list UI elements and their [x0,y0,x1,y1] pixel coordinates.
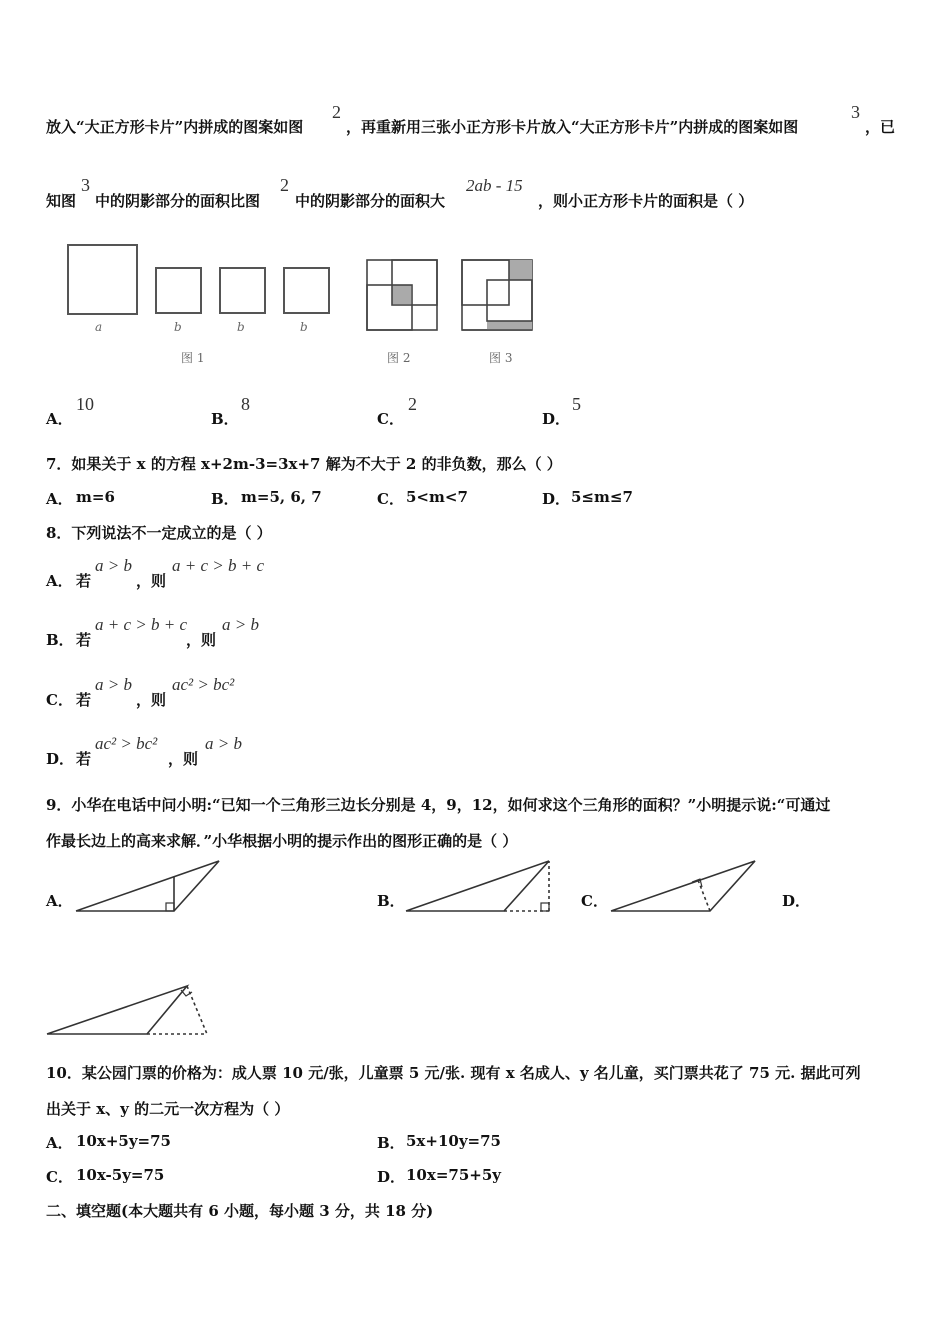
q8-stem: 8．下列说法不一定成立的是（ ） [46,524,272,542]
q10-option-a-text[interactable]: 10x+5y=75 [76,1132,171,1150]
q10-stem-line1: 10．某公园门票的价格为：成人票 10 元/张，儿童票 5 元/张. 现有 x 名成人、y 名儿童，买门票共花了 75 元. 据此可列 [46,1064,861,1082]
section-heading: 二、填空题(本大题共有 6 小题，每小题 3 分，共 18 分) [46,1202,434,1220]
q7-option-a-letter[interactable]: A． [46,490,73,508]
q6-expression: 2ab - 15 [466,176,523,195]
conclusion: ac² > bc² [172,675,235,694]
q6-option-a-letter[interactable]: A． [46,410,73,428]
option-letter: C． [46,691,73,709]
if-word: 若 [76,691,92,709]
label-b: b [174,320,182,334]
q10-option-b-letter[interactable]: B． [377,1134,405,1152]
q9-figure-c[interactable] [611,861,755,911]
then-word: ，则 [136,691,167,709]
q9-figure-b[interactable] [406,861,549,911]
q9-option-b-letter[interactable]: B． [377,892,405,910]
condition: a > b [95,556,132,575]
q6-figure-ref: 3 [851,102,860,122]
option-letter: B． [46,631,74,649]
q10-option-c-letter[interactable]: C． [46,1168,73,1186]
q9-stem-line1: 9．小华在电话中问小明:“已知一个三角形三边长分别是 4，9，12，如何求这个三角形的面积？”小明提示说:“可通过 [46,796,831,814]
q7-option-b-text[interactable]: m=5, 6, 7 [241,488,322,506]
q6-option-b-letter[interactable]: B． [211,410,239,428]
q6-option-a-value[interactable]: 10 [76,394,94,414]
if-word: 若 [76,572,92,590]
conclusion: a > b [222,615,259,634]
q6-line1-part-a: 放入“大正方形卡片”内拼成的图案如图 [46,118,304,136]
q9-option-c-letter[interactable]: C． [581,892,608,910]
condition: a > b [95,675,132,694]
q6-option-d-letter[interactable]: D． [542,410,571,428]
conclusion: a > b [205,734,242,753]
q7-option-c-letter[interactable]: C． [377,490,404,508]
condition: a + c > b + c [95,615,188,634]
q9-figure-d[interactable] [47,986,207,1034]
q6-option-c-value[interactable]: 2 [408,394,417,414]
if-word: 若 [76,631,92,649]
label-a: a [95,320,103,334]
q10-option-a-letter[interactable]: A． [46,1134,73,1152]
q6-line1-part-b: ，再重新用三张小正方形卡片放入“大正方形卡片”内拼成的图案如图 [346,118,799,136]
then-word: ，则 [186,631,217,649]
q10-option-d-text[interactable]: 10x=75+5y [406,1166,501,1184]
q6-option-b-value[interactable]: 8 [241,394,250,414]
q6-line2-part-c: 中的阴影部分的面积大 [295,192,446,210]
q10-stem-line2: 出关于 x、y 的二元一次方程为（ ） [46,1100,290,1118]
q7-stem: 7．如果关于 x 的方程 x+2m-3=3x+7 解为不大于 2 的非负数，那么（ ） [46,455,562,473]
q6-figure-ref: 2 [332,102,341,122]
q6-figure-ref: 2 [280,175,289,195]
condition: ac² > bc² [95,734,158,753]
then-word: ，则 [168,750,199,768]
q10-option-d-letter[interactable]: D． [377,1168,406,1186]
q7-option-d-letter[interactable]: D． [542,490,571,508]
if-word: 若 [76,750,92,768]
q6-option-d-value[interactable]: 5 [572,394,581,414]
label-b: b [237,320,245,334]
q6-line2-part-b: 中的阴影部分的面积比图 [95,192,261,210]
option-letter: A． [46,572,73,590]
q9-stem-line2: 作最长边上的高来求解．”小华根据小明的提示作出的图形正确的是（ ） [46,832,518,850]
q9-option-d-letter[interactable]: D． [782,892,811,910]
q6-figure-ref: 3 [81,175,90,195]
q7-option-a-text[interactable]: m=6 [76,488,115,506]
then-word: ，则 [136,572,167,590]
q9-option-a-letter[interactable]: A． [46,892,73,910]
q10-option-c-text[interactable]: 10x-5y=75 [76,1166,165,1184]
label-b: b [300,320,308,334]
q6-line2-part-a: 知图 [46,192,77,210]
q6-option-c-letter[interactable]: C． [377,410,404,428]
q6-line2-part-d: ，则小正方形卡片的面积是（ ） [538,192,754,210]
caption-figure-1: 图 1 [181,351,205,365]
q7-option-d-text[interactable]: 5≤m≤7 [571,488,633,506]
q7-option-b-letter[interactable]: B． [211,490,239,508]
q9-figure-a[interactable] [76,861,219,911]
q10-option-b-text[interactable]: 5x+10y=75 [406,1132,501,1150]
caption-figure-2: 图 2 [387,351,411,365]
conclusion: a + c > b + c [172,556,265,575]
option-letter: D． [46,750,75,768]
q7-option-c-text[interactable]: 5<m<7 [406,488,468,506]
q6-line1-part-c: ，已 [865,118,896,136]
caption-figure-3: 图 3 [489,351,513,365]
